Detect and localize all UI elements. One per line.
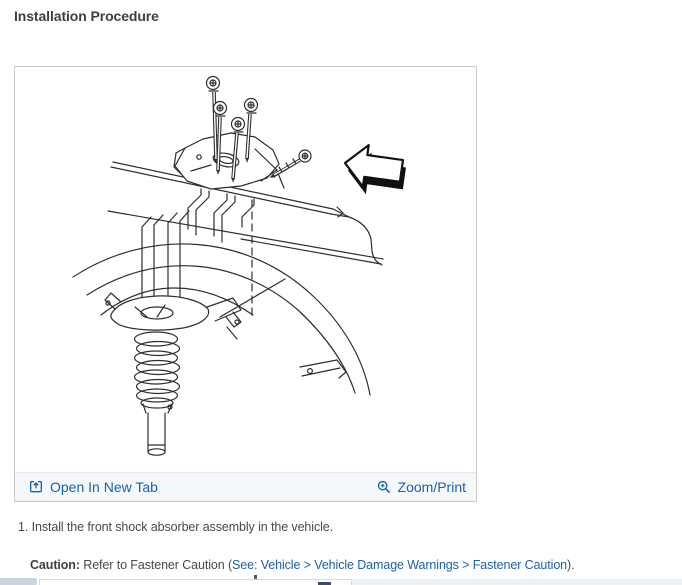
arch-bracket — [300, 360, 346, 378]
caution-label: Caution: — [30, 558, 80, 572]
mounting-stud-lines — [188, 189, 254, 242]
caution-note — [30, 558, 574, 572]
next-section-background-sliver — [352, 579, 682, 585]
zoom-print-link[interactable] — [376, 479, 466, 495]
shock-absorber-assembly — [105, 279, 285, 455]
next-section-gray-sliver — [0, 578, 37, 585]
next-section-dot-mark — [254, 575, 257, 579]
caution-text-after-link: ). — [567, 558, 575, 572]
figure-container — [14, 66, 477, 502]
step-1-text: Install the front shock absorber assembly in the vehicle. — [31, 520, 334, 534]
upper-mount-plate — [174, 133, 284, 189]
open-in-new-tab-link[interactable] — [28, 479, 158, 495]
shock-absorber-illustration-svg — [15, 67, 476, 472]
page-title: Installation Procedure — [14, 8, 159, 24]
figure-footer — [15, 472, 476, 501]
open-in-browser-icon — [28, 479, 44, 495]
next-figure-top-sliver — [39, 579, 352, 585]
open-in-new-tab-label: Open In New Tab — [50, 479, 158, 495]
shock-absorber-illustration — [15, 67, 476, 472]
fastener-caution-link[interactable]: See: Vehicle > Vehicle Damage Warnings > Fastener Caution — [232, 558, 568, 572]
zoom-print-label: Zoom/Print — [397, 479, 466, 495]
direction-arrow — [341, 142, 408, 199]
step-1-number: 1. — [18, 520, 29, 534]
step-1 — [18, 520, 333, 534]
caution-text-before-link: Refer to Fastener Caution ( — [79, 558, 233, 572]
zoom-in-icon — [376, 479, 392, 495]
